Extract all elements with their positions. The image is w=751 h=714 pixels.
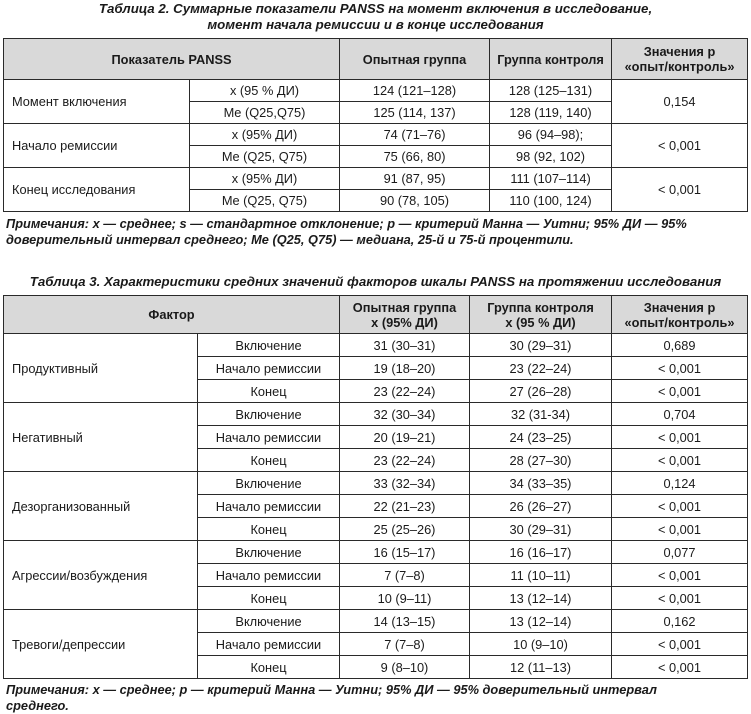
row-label: Момент включения — [4, 80, 190, 124]
factor-label: Дезорганизованный — [4, 472, 198, 541]
table-row — [4, 472, 748, 495]
p-value-cell: < 0,001 — [612, 124, 748, 168]
table2-note-line2: доверительный интервал среднего; Me (Q25, Q75) — медиана, 25-й и 75-й процентили. — [6, 232, 574, 247]
table-row — [4, 334, 748, 357]
control-cell: 34 (33–35) — [470, 472, 612, 495]
table3-header-experimental — [340, 296, 470, 334]
experimental-cell: 23 (22–24) — [340, 449, 470, 472]
experimental-cell: 14 (13–15) — [340, 610, 470, 633]
table-row — [4, 80, 748, 102]
table3-header-exp-line2: x (95% ДИ) — [371, 314, 438, 330]
table3-header-ctrl-line2: x (95 % ДИ) — [505, 314, 576, 330]
p-value-cell: 0,077 — [612, 541, 748, 564]
stage-cell: Конец — [198, 449, 340, 472]
table-row — [4, 403, 748, 426]
stat-cell: Me (Q25, Q75) — [190, 146, 340, 168]
control-cell: 10 (9–10) — [470, 633, 612, 656]
p-value-cell: < 0,001 — [612, 518, 748, 541]
p-value-cell: < 0,001 — [612, 449, 748, 472]
p-value-cell: < 0,001 — [612, 495, 748, 518]
row-label: Начало ремиссии — [4, 124, 190, 168]
experimental-cell: 125 (114, 137) — [340, 102, 490, 124]
table2-header-p-line1: Значения р — [643, 44, 716, 59]
experimental-cell: 32 (30–34) — [340, 403, 470, 426]
table-row — [4, 541, 748, 564]
experimental-cell: 74 (71–76) — [340, 124, 490, 146]
control-cell: 27 (26–28) — [470, 380, 612, 403]
stage-cell: Включение — [198, 403, 340, 426]
p-value-cell: < 0,001 — [612, 426, 748, 449]
table3-note-line2: среднего. — [6, 698, 69, 713]
experimental-cell: 90 (78, 105) — [340, 190, 490, 212]
table2-caption — [0, 1, 751, 33]
table2-header-row — [4, 39, 748, 80]
p-value-cell: < 0,001 — [612, 633, 748, 656]
factor-label: Тревоги/депрессии — [4, 610, 198, 679]
experimental-cell: 31 (30–31) — [340, 334, 470, 357]
stage-cell: Конец — [198, 518, 340, 541]
p-value-cell: 0,704 — [612, 403, 748, 426]
stage-cell: Включение — [198, 541, 340, 564]
control-cell: 24 (23–25) — [470, 426, 612, 449]
table3-note-line1: Примечания: x — среднее; р — критерий Манна — Уитни; 95% ДИ — 95% доверительный интервал — [6, 682, 657, 697]
table3-header-p-line2: «опыт/контроль» — [624, 314, 735, 330]
experimental-cell: 25 (25–26) — [340, 518, 470, 541]
p-value-cell: 0,154 — [612, 80, 748, 124]
p-value-cell: < 0,001 — [612, 168, 748, 212]
stage-cell: Включение — [198, 472, 340, 495]
table3-note — [0, 682, 751, 714]
control-cell: 111 (107–114) — [490, 168, 612, 190]
stage-cell: Начало ремиссии — [198, 426, 340, 449]
stat-cell: Me (Q25,Q75) — [190, 102, 340, 124]
control-cell: 30 (29–31) — [470, 334, 612, 357]
table3-header-p — [612, 296, 748, 334]
control-cell: 13 (12–14) — [470, 610, 612, 633]
p-value-cell: < 0,001 — [612, 380, 748, 403]
control-cell: 128 (125–131) — [490, 80, 612, 102]
experimental-cell: 20 (19–21) — [340, 426, 470, 449]
p-value-cell: 0,162 — [612, 610, 748, 633]
factor-label: Негативный — [4, 403, 198, 472]
row-label: Конец исследования — [4, 168, 190, 212]
control-cell: 110 (100, 124) — [490, 190, 612, 212]
experimental-cell: 33 (32–34) — [340, 472, 470, 495]
control-cell: 11 (10–11) — [470, 564, 612, 587]
control-cell: 30 (29–31) — [470, 518, 612, 541]
experimental-cell: 7 (7–8) — [340, 633, 470, 656]
experimental-cell: 124 (121–128) — [340, 80, 490, 102]
control-cell: 98 (92, 102) — [490, 146, 612, 168]
table3-caption — [0, 274, 751, 290]
stage-cell: Конец — [198, 587, 340, 610]
table-row — [4, 124, 748, 146]
p-value-cell: < 0,001 — [612, 656, 748, 679]
table2-header-control: Группа контроля — [490, 39, 612, 80]
table3-header-factor: Фактор — [4, 296, 340, 334]
experimental-cell: 22 (21–23) — [340, 495, 470, 518]
control-cell: 13 (12–14) — [470, 587, 612, 610]
experimental-cell: 75 (66, 80) — [340, 146, 490, 168]
table2-caption-line2: момент начала ремиссии и в конце исследования — [207, 17, 544, 32]
control-cell: 32 (31-34) — [470, 403, 612, 426]
p-value-cell: < 0,001 — [612, 564, 748, 587]
stage-cell: Начало ремиссии — [198, 564, 340, 587]
stage-cell: Включение — [198, 610, 340, 633]
factor-label: Агрессии/возбуждения — [4, 541, 198, 610]
stage-cell: Начало ремиссии — [198, 357, 340, 380]
stat-cell: Me (Q25, Q75) — [190, 190, 340, 212]
table2-note — [0, 216, 751, 248]
experimental-cell: 23 (22–24) — [340, 380, 470, 403]
control-cell: 16 (16–17) — [470, 541, 612, 564]
table3-header-p-line1: Значения р — [643, 299, 716, 315]
table2-caption-line1: Таблица 2. Суммарные показатели PANSS на момент включения в исследование, — [98, 1, 653, 16]
control-cell: 23 (22–24) — [470, 357, 612, 380]
table3-caption-text: Таблица 3. Характеристики средних значений факторов шкалы PANSS на протяжении исследования — [29, 274, 722, 289]
table3 — [3, 295, 748, 679]
experimental-cell: 19 (18–20) — [340, 357, 470, 380]
table3-header-exp-line1: Опытная группа — [352, 299, 457, 315]
p-value-cell: < 0,001 — [612, 357, 748, 380]
stage-cell: Конец — [198, 656, 340, 679]
table-row — [4, 168, 748, 190]
table2-header-experimental: Опытная группа — [340, 39, 490, 80]
p-value-cell: < 0,001 — [612, 587, 748, 610]
p-value-cell: 0,124 — [612, 472, 748, 495]
control-cell: 96 (94–98); — [490, 124, 612, 146]
control-cell: 12 (11–13) — [470, 656, 612, 679]
stat-cell: x (95 % ДИ) — [190, 80, 340, 102]
table2-header-p — [612, 39, 748, 80]
experimental-cell: 7 (7–8) — [340, 564, 470, 587]
stage-cell: Начало ремиссии — [198, 633, 340, 656]
control-cell: 26 (26–27) — [470, 495, 612, 518]
p-value-cell: 0,689 — [612, 334, 748, 357]
stat-cell: x (95% ДИ) — [190, 124, 340, 146]
table3-header-control — [470, 296, 612, 334]
table2-note-line1: Примечания: x — среднее; s — стандартное отклонение; р — критерий Манна — Уитни; 95% ДИ — 95% — [6, 216, 687, 231]
table3-body — [4, 334, 748, 679]
stage-cell: Начало ремиссии — [198, 495, 340, 518]
table3-header-row — [4, 296, 748, 334]
stage-cell: Конец — [198, 380, 340, 403]
stage-cell: Включение — [198, 334, 340, 357]
experimental-cell: 16 (15–17) — [340, 541, 470, 564]
experimental-cell: 10 (9–11) — [340, 587, 470, 610]
table3-header-ctrl-line1: Группа контроля — [487, 299, 594, 315]
table2-header-indicator: Показатель PANSS — [4, 39, 340, 80]
table-row — [4, 610, 748, 633]
table2 — [3, 38, 748, 212]
factor-label: Продуктивный — [4, 334, 198, 403]
control-cell: 28 (27–30) — [470, 449, 612, 472]
table2-header-p-line2: «опыт/контроль» — [624, 59, 735, 74]
control-cell: 128 (119, 140) — [490, 102, 612, 124]
experimental-cell: 91 (87, 95) — [340, 168, 490, 190]
experimental-cell: 9 (8–10) — [340, 656, 470, 679]
stat-cell: x (95% ДИ) — [190, 168, 340, 190]
